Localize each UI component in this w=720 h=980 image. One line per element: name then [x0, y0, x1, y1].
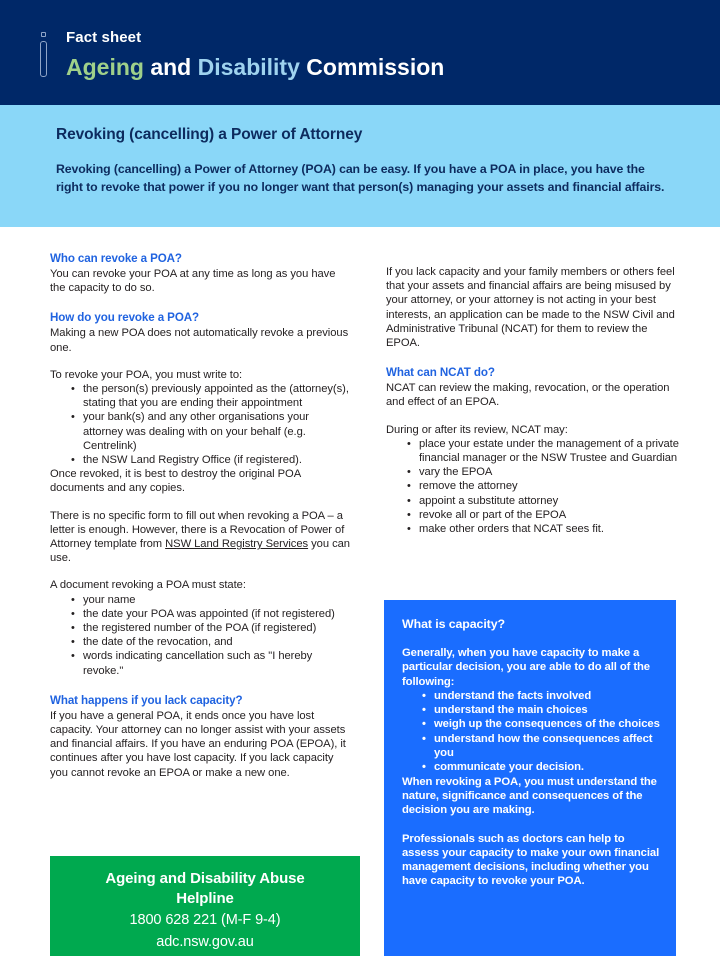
list-item: • your bank(s) and any other organisations your attorney was dealing with on your behalf (e.g. Centrelink)	[83, 410, 350, 453]
para-text-after-link: you can use.	[50, 538, 350, 565]
helpline-phone[interactable]: 1800 628 221 (M-F 9-4)	[129, 912, 281, 928]
capacity-list	[402, 689, 660, 775]
list-write-to	[50, 382, 350, 467]
helpline-box	[50, 856, 360, 956]
brand-word-ageing: Ageing	[66, 54, 144, 80]
page-header	[0, 0, 720, 105]
list-item: • make other orders that NCAT sees fit.	[419, 522, 681, 536]
intro-banner	[0, 105, 720, 227]
capacity-heading: What is capacity?	[402, 617, 505, 631]
brand-word-disability: Disability	[197, 54, 300, 80]
list-item: • revoke all or part of the EPOA	[419, 508, 681, 522]
capacity-para-1: Generally, when you have capacity to make a particular decision, you are able to do all of the following:	[402, 647, 650, 688]
list-item: • weigh up the consequences of the choices	[434, 717, 660, 731]
list-item: • your name	[83, 593, 350, 607]
heading-who-can-revoke: Who can revoke a POA?	[50, 252, 182, 265]
capacity-box	[384, 600, 676, 956]
list-item: • communicate your decision.	[434, 760, 660, 774]
page-title: Revoking (cancelling) a Power of Attorney	[56, 126, 363, 143]
brand-word-commission: Commission	[306, 54, 445, 80]
capacity-para-3: Professionals such as doctors can help to assess your capacity to make your own financial management decisions, including whether you have capacity to revoke your POA.	[402, 832, 660, 888]
list-ncat-may	[386, 437, 681, 536]
list-item: • the NSW Land Registry Office (if registered).	[83, 453, 350, 467]
para-ncat-may-intro: During or after its review, NCAT may:	[386, 423, 568, 436]
nsw-land-registry-services-link[interactable]: NSW Land Registry Services	[165, 538, 309, 551]
fact-sheet-eyebrow: Fact sheet	[66, 29, 142, 46]
para-text-before-link: There is no specific form to fill out when revoking a POA – a letter is enough. However, there is a Revocation of Power of Attorney template from	[50, 509, 345, 551]
list-item: • understand the facts involved	[434, 689, 660, 703]
list-item: • understand the main choices	[434, 703, 660, 717]
para-write-to-intro: To revoke your POA, you must write to:	[50, 368, 243, 381]
para-ncat-review: NCAT can review the making, revocation, or the operation and effect of an EPOA.	[386, 382, 670, 409]
list-item: • remove the attorney	[419, 479, 681, 493]
heading-what-can-ncat-do: What can NCAT do?	[386, 366, 495, 380]
para-who-can-revoke: You can revoke your POA at any time as long as you have the capacity to do so.	[50, 268, 336, 295]
list-item: • vary the EPOA	[419, 465, 681, 479]
list-document-must-state	[50, 593, 350, 678]
capacity-para-2: When revoking a POA, you must understand the nature, significance and consequences of the decision you are making.	[402, 775, 657, 817]
helpline-website[interactable]: adc.nsw.gov.au	[156, 934, 254, 950]
para-destroy-originals: Once revoked, it is best to destroy the original POA documents and any copies.	[50, 468, 301, 495]
para-no-specific-form	[50, 509, 350, 566]
list-item: • the date your POA was appointed (if not registered)	[83, 607, 350, 621]
list-item: • appoint a substitute attorney	[419, 494, 681, 508]
brand-title	[66, 52, 444, 82]
list-item: • place your estate under the management of a private financial manager or the NSW Trustee and Guardian	[419, 437, 681, 465]
header-text-block	[66, 28, 444, 82]
para-lack-capacity: If you have a general POA, it ends once you have lost capacity. Your attorney can no longer assist with your assets and financial affairs. If you have an enduring POA (EPOA), it continues after you have lost capacity. If you lack capacity you cannot revoke an EPOA or make a new one.	[50, 709, 346, 779]
person-figure-icon	[38, 32, 52, 78]
helpline-title-line-2: Helpline	[176, 890, 234, 907]
para-document-must-state: A document revoking a POA must state:	[50, 579, 246, 592]
list-item: • understand how the consequences affect you	[434, 732, 660, 761]
right-column	[386, 265, 681, 536]
brand-word-and: and	[150, 54, 192, 80]
heading-lack-capacity: What happens if you lack capacity?	[50, 693, 243, 707]
para-ncat-application: If you lack capacity and your family members or others feel that your assets and financial affairs are being misused by your attorney, or your attorney is not acting in your best interests, an application can be made to the NSW Civil and Administrative Tribunal (NCAT) for them to review the EPOA.	[386, 266, 675, 350]
list-item: • the date of the revocation, and	[83, 635, 350, 649]
helpline-title-line-1: Ageing and Disability Abuse	[105, 870, 305, 887]
logo-dot	[41, 32, 46, 37]
logo-bar	[40, 41, 47, 77]
heading-how-do-you-revoke: How do you revoke a POA?	[50, 311, 199, 325]
list-item: • the person(s) previously appointed as the (attorney(s), stating that you are ending their appointment	[83, 382, 350, 410]
para-how-do-you-revoke: Making a new POA does not automatically revoke a previous one.	[50, 327, 349, 354]
list-item: • the registered number of the POA (if registered)	[83, 621, 350, 635]
left-column	[50, 251, 350, 780]
intro-paragraph: Revoking (cancelling) a Power of Attorney (POA) can be easy. If you have a POA in place, you have the right to revoke that power if you no longer want that person(s) managing your assets and financial affairs.	[56, 162, 665, 194]
list-item: • words indicating cancellation such as "I hereby revoke."	[83, 649, 350, 677]
